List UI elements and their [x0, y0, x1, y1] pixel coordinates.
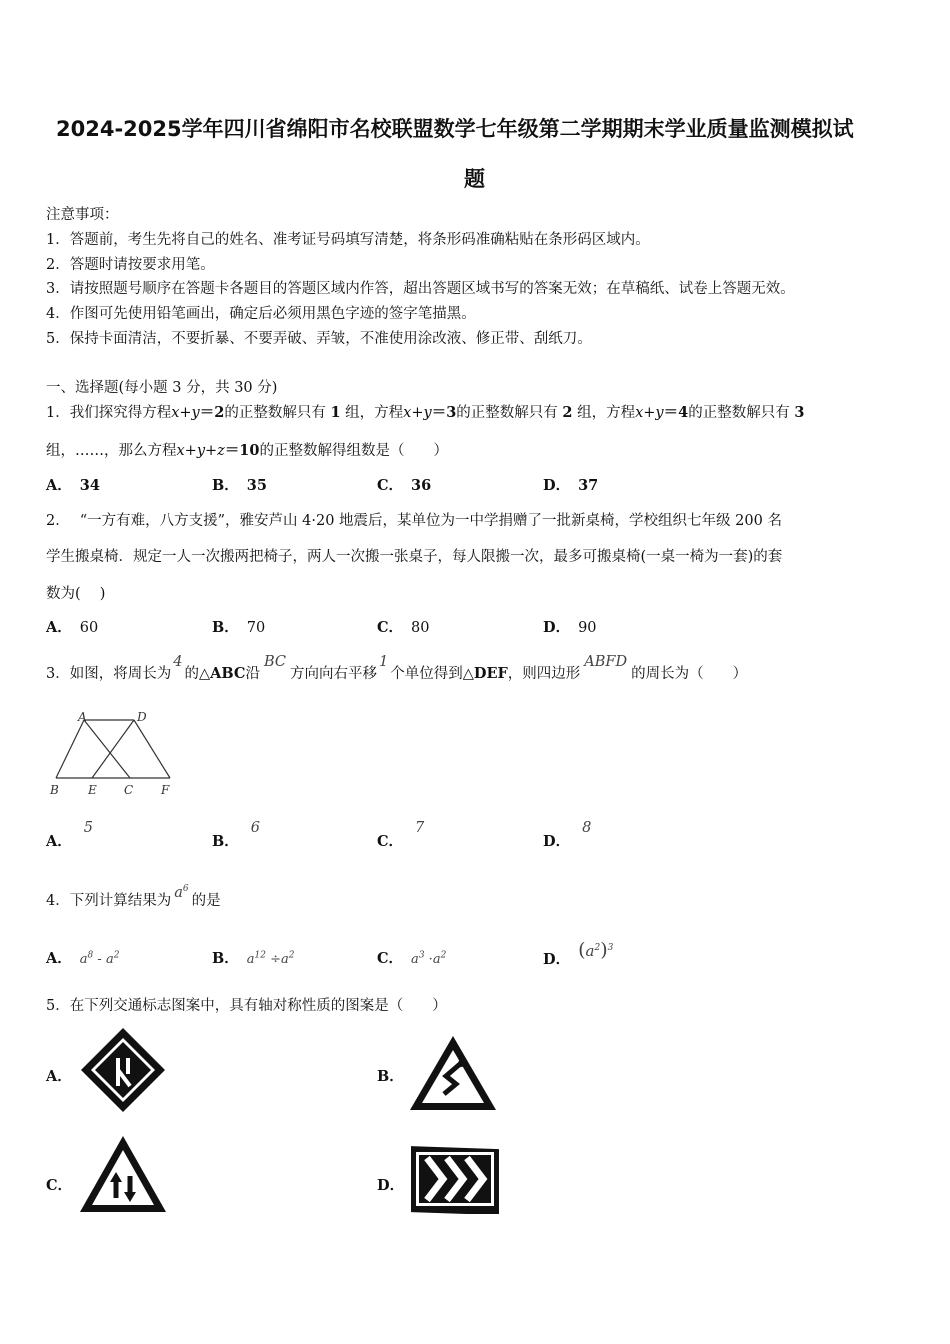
math-exponent: 2 [113, 950, 120, 961]
text: 我们探究得方程 [69, 405, 172, 421]
math-exponent: 2 [594, 943, 601, 953]
question-1-line-2 [46, 439, 448, 460]
option-label: A． [46, 477, 72, 494]
segment-ab [56, 720, 84, 778]
option-value: 80 [411, 620, 430, 636]
label-c: C [124, 783, 134, 797]
text: 的周长为（ ） [631, 666, 748, 682]
option-label: C． [377, 950, 404, 967]
equation: x+y [403, 405, 432, 421]
text: 下列计算结果为 [69, 893, 172, 909]
merge-lane-sign-icon [78, 1026, 168, 1114]
option-value: 90 [578, 620, 597, 636]
text: 个单位得到△ [390, 666, 474, 682]
text: 的正整数解只有 [456, 405, 558, 421]
text: 沿 [245, 666, 260, 682]
number: 1 [330, 404, 341, 421]
option-label: B． [212, 833, 239, 850]
question-2-line-1 [46, 509, 782, 530]
notice-item: 2．答题时请按要求用笔。 [46, 257, 215, 273]
option-label: D． [543, 619, 571, 636]
option-label: A． [46, 833, 72, 850]
question-4-text [46, 884, 221, 910]
label-d: D [137, 710, 147, 724]
option-value: 7 [415, 820, 425, 836]
text: 组，方程 [577, 405, 636, 421]
option-d[interactable] [543, 616, 597, 637]
option-value: 37 [578, 477, 599, 494]
question-1-line-1 [46, 401, 804, 422]
triangle-name: DEF [473, 665, 508, 682]
segment-ac [84, 720, 130, 778]
option-label: C． [377, 477, 404, 494]
text: ，则四边形 [507, 666, 581, 682]
question-number: 2． [46, 513, 70, 529]
text: 组，……，那么方程 [46, 443, 177, 459]
text: 方向向右平移 [289, 666, 377, 682]
math-value: ABFD [584, 654, 628, 670]
equation: x+y+z [176, 443, 225, 459]
text: 的正整数解得组数是（ ） [259, 443, 448, 459]
option-value: 36 [411, 477, 432, 494]
option-label: A． [46, 950, 72, 967]
text: 的△ [184, 666, 211, 682]
text: “一方有难，八方支援”，雅安芦山 4·20 地震后，某单位为一中学捐赠了一批新桌椅，学校组织七年级 200 名 [79, 513, 782, 529]
option-label: C． [377, 619, 404, 636]
math-value: 1 [378, 654, 389, 670]
math-exponent: 6 [182, 884, 189, 895]
winding-road-sign-icon [408, 1034, 498, 1112]
label-f: F [161, 783, 170, 797]
option-b[interactable] [212, 947, 295, 968]
label-b: B [50, 783, 59, 797]
math-base: a [174, 885, 183, 901]
question-number: 5． [46, 998, 70, 1014]
option-c[interactable] [377, 820, 425, 851]
option-value: 35 [246, 477, 267, 494]
option-c[interactable] [377, 474, 431, 495]
math-base: a [432, 952, 441, 967]
question-2-line-2: 学生搬桌椅．规定一人一次搬两把椅子，两人一次搬一张桌子，每人限搬一次，最多可搬桌椅(一桌一椅为一套)的套 [46, 549, 783, 565]
page-title: 2024-2025学年四川省绵阳市名校联盟数学七年级第二学期期末学业质量监测模拟试 [56, 117, 854, 141]
option-label: C． [377, 833, 404, 850]
option-value: 34 [79, 477, 100, 494]
equation: x+y [635, 405, 664, 421]
question-number: 3． [46, 666, 70, 682]
option-a[interactable] [46, 1065, 80, 1086]
math-operator: - [93, 952, 106, 967]
math-exponent: 3 [607, 943, 614, 953]
option-c[interactable] [377, 947, 446, 968]
two-way-traffic-sign-icon [78, 1134, 168, 1214]
text: 组，方程 [345, 405, 404, 421]
question-2-line-3: 数为( ) [46, 586, 106, 602]
option-b[interactable] [377, 1065, 412, 1086]
option-value: 70 [246, 620, 266, 636]
option-label: C． [46, 1177, 73, 1194]
equation: ＝4 [663, 404, 689, 421]
option-c[interactable] [377, 616, 430, 637]
math-base: a [585, 942, 595, 960]
math-operator: ÷ [265, 952, 282, 967]
option-label: D． [543, 833, 571, 850]
option-c[interactable] [46, 1174, 80, 1195]
equation: ＝10 [224, 442, 260, 459]
math-value: BC [263, 654, 286, 670]
option-label: B． [212, 619, 239, 636]
math-value: 4 [173, 654, 183, 670]
option-label: D． [543, 951, 571, 968]
equation: ＝2 [199, 404, 225, 421]
option-d[interactable] [543, 474, 598, 495]
option-a[interactable] [46, 947, 119, 968]
equation: ＝3 [431, 404, 457, 421]
chevron-sign-icon [409, 1144, 501, 1214]
math-operator: · [424, 952, 433, 967]
equation: x+y [171, 405, 200, 421]
math-exponent: 8 [87, 950, 94, 961]
option-label: B． [212, 477, 239, 494]
math-exponent: 2 [288, 950, 295, 961]
math-exponent: 12 [254, 950, 266, 961]
segment-de [92, 720, 134, 778]
option-value: 8 [582, 820, 592, 836]
text: 如图，将周长为 [69, 666, 172, 682]
option-label: B． [377, 1068, 404, 1085]
option-value: 60 [79, 620, 99, 636]
triangle-name: ABC [210, 665, 246, 682]
section-heading: 一、选择题(每小题 3 分，共 30 分) [46, 380, 278, 396]
text: 的是 [191, 893, 221, 909]
math-base: a [281, 952, 289, 967]
option-a[interactable] [46, 616, 98, 637]
option-a[interactable] [46, 820, 93, 851]
option-label: A． [46, 619, 72, 636]
math-base: a [105, 952, 114, 967]
notice-item: 5．保持卡面清洁，不要折暴、不要弄破、弄皱，不准使用涂改液、修正带、刮纸刀。 [46, 331, 592, 347]
question-number: 1． [46, 405, 70, 421]
text: 在下列交通标志图案中，具有轴对称性质的图案是（ ） [69, 998, 447, 1014]
option-a[interactable] [46, 474, 100, 495]
notice-item: 4．作图可先使用铅笔画出，确定后必须用黑色字迹的签字笔描黑。 [46, 306, 476, 322]
math-exponent: 3 [418, 950, 425, 961]
option-b[interactable] [212, 820, 260, 851]
option-d[interactable]: D． $(a^2)^3$ [543, 939, 614, 968]
question-number: 4． [46, 893, 70, 909]
label-e: E [88, 783, 97, 797]
text: 的正整数解只有 [224, 405, 326, 421]
notice-item: 3．请按照题号顺序在答题卡各题目的答题区域内作答，超出答题区域书写的答案无效；在草稿纸、试卷上答题无效。 [46, 281, 795, 297]
translation-figure [46, 708, 186, 800]
question-5-text [46, 994, 447, 1015]
math-exponent: 2 [440, 950, 447, 961]
option-value: 6 [250, 820, 260, 836]
option-label: A． [46, 1068, 72, 1085]
notice-item: 1．答题前，考生先将自己的姓名、准考证号码填写清楚，将条形码准确粘贴在条形码区域内。 [46, 232, 650, 248]
math-base: a [246, 952, 255, 967]
text: 的正整数解只有 [688, 405, 790, 421]
question-3-text [46, 654, 748, 683]
option-d[interactable] [377, 1174, 412, 1195]
option-label: B． [212, 950, 239, 967]
option-b[interactable] [212, 616, 265, 637]
option-value: 5 [83, 820, 93, 836]
page-title-cont: 题 [464, 167, 485, 191]
option-b[interactable] [212, 474, 267, 495]
number: 2 [562, 404, 573, 421]
option-label: D． [377, 1177, 405, 1194]
notice-heading: 注意事项： [46, 207, 119, 223]
label-a: A [78, 710, 87, 724]
number: 3 [794, 404, 805, 421]
math-base: a [79, 952, 88, 967]
segment-df [134, 720, 170, 778]
math-base: a [411, 952, 419, 967]
option-label: D． [543, 477, 571, 494]
option-d[interactable] [543, 820, 592, 851]
